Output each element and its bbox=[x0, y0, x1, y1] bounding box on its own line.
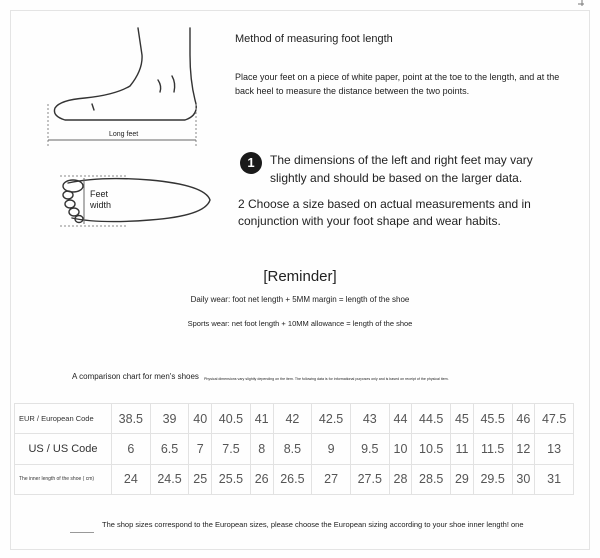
foot-side-view-icon bbox=[54, 28, 196, 120]
reminder-daily: Daily wear: foot net length + 5MM margin = length of the shoe bbox=[190, 295, 410, 304]
table-cell: 40 bbox=[189, 404, 212, 434]
long-feet-measure bbox=[48, 104, 196, 146]
foot-top-view-icon bbox=[63, 179, 210, 223]
table-cell: 25.5 bbox=[212, 464, 251, 494]
feet-width-label-2: width bbox=[90, 200, 112, 210]
table-cell: 6.5 bbox=[150, 434, 189, 464]
reminder-title: [Reminder] bbox=[263, 268, 337, 285]
table-cell: 30 bbox=[512, 464, 535, 494]
table-cell: 44.5 bbox=[412, 404, 451, 434]
table-cell: 44 bbox=[389, 404, 412, 434]
table-row bbox=[15, 464, 574, 494]
table-cell: 31 bbox=[535, 464, 574, 494]
reminder-sports: Sports wear: net foot length + 10MM allowance = length of the shoe bbox=[187, 319, 413, 328]
table-cell: 7.5 bbox=[212, 434, 251, 464]
table-cell: 24.5 bbox=[150, 464, 189, 494]
chart-disclaimer: Physical dimensions vary slightly depending on the item. The following data is for informational purposes only and is based on receipt of the physical item. bbox=[204, 377, 449, 381]
table-cell: 47.5 bbox=[535, 404, 574, 434]
row-label: EUR / European Code bbox=[15, 404, 112, 434]
table-cell: 9 bbox=[312, 434, 351, 464]
measure-instructions: Place your feet on a piece of white paper, point at the toe to the length, and at the back heel to measure the distance between the two points. bbox=[235, 72, 560, 96]
table-cell: 11.5 bbox=[473, 434, 512, 464]
table-cell: 13 bbox=[535, 434, 574, 464]
table-cell: 42 bbox=[273, 404, 312, 434]
table-cell: 43 bbox=[350, 404, 389, 434]
table-cell: 39 bbox=[150, 404, 189, 434]
feet-width-label-1: Feet bbox=[90, 189, 109, 199]
table-row bbox=[15, 404, 574, 434]
table-cell: 42.5 bbox=[312, 404, 351, 434]
table-cell: 11 bbox=[451, 434, 474, 464]
table-cell: 10 bbox=[389, 434, 412, 464]
table-row bbox=[15, 434, 574, 464]
table-cell: 26 bbox=[250, 464, 273, 494]
table-cell: 10.5 bbox=[412, 434, 451, 464]
table-cell: 25 bbox=[189, 464, 212, 494]
table-cell: 45 bbox=[451, 404, 474, 434]
table-cell: 38.5 bbox=[112, 404, 151, 434]
long-feet-label: Long feet bbox=[109, 131, 139, 138]
table-cell: 45.5 bbox=[473, 404, 512, 434]
footer-line bbox=[70, 532, 94, 533]
table-cell: 6 bbox=[112, 434, 151, 464]
table-cell: 7 bbox=[189, 434, 212, 464]
point1-text: The dimensions of the left and right feet may vary slightly and should be based on the larger data. bbox=[270, 153, 533, 185]
table-cell: 41 bbox=[250, 404, 273, 434]
table-cell: 46 bbox=[512, 404, 535, 434]
table-cell: 26.5 bbox=[273, 464, 312, 494]
table-cell: 8 bbox=[250, 434, 273, 464]
table-cell: 12 bbox=[512, 434, 535, 464]
table-cell: 28 bbox=[389, 464, 412, 494]
table-cell: 9.5 bbox=[350, 434, 389, 464]
point2-text: 2 Choose a size based on actual measurements and in conjunction with your foot shape and wear habits. bbox=[238, 197, 531, 228]
row-label: The inner length of the shoe ( cm) bbox=[15, 464, 112, 494]
table-cell: 40.5 bbox=[212, 404, 251, 434]
point1-number: 1 bbox=[240, 152, 262, 174]
size-chart-table bbox=[14, 403, 574, 495]
measure-title: Method of measuring foot length bbox=[235, 33, 393, 45]
table-cell: 28.5 bbox=[412, 464, 451, 494]
row-label: US / US Code bbox=[15, 434, 112, 464]
table-cell: 27.5 bbox=[350, 464, 389, 494]
chart-title: A comparison chart for men's shoes bbox=[72, 372, 199, 381]
table-cell: 8.5 bbox=[273, 434, 312, 464]
table-cell: 27 bbox=[312, 464, 351, 494]
table-cell: 29.5 bbox=[473, 464, 512, 494]
footer-note: The shop sizes correspond to the European sizes, please choose the European sizing according to your shoe inner length! one bbox=[102, 520, 524, 529]
table-cell: 29 bbox=[451, 464, 474, 494]
table-cell: 24 bbox=[112, 464, 151, 494]
